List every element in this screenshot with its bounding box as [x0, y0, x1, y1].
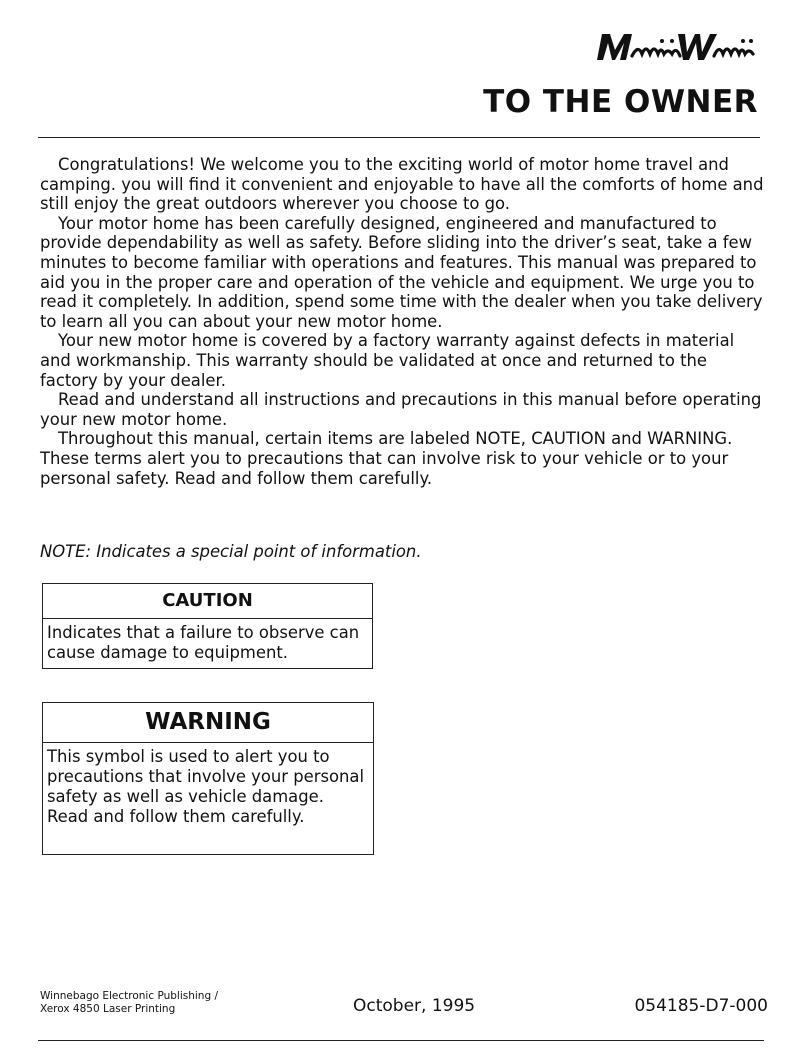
paragraph-labels: Throughout this manual, certain items are labeled NOTE, CAUTION and WARNING. These terms alert you to precautions that can involve risk to your vehicle or to your personal safety. Read and follow them carefully.	[40, 429, 733, 488]
page-title: TO THE OWNER	[483, 84, 758, 120]
footer-publisher	[40, 990, 218, 1016]
footer-rule	[38, 1040, 764, 1041]
body-text	[40, 155, 764, 488]
warning-box	[42, 702, 374, 855]
footer-doc-code: 054185-D7-000	[634, 996, 768, 1016]
caution-text: Indicates that a failure to observe can cause damage to equipment.	[47, 623, 360, 662]
brand-logo	[588, 26, 758, 68]
note-text: NOTE: Indicates a special point of information.	[40, 542, 422, 561]
paragraph-design: Your motor home has been carefully designed, engineered and manufactured to provide dependability as well as safety. Before sliding into the driver’s seat, take a few minutes to become familiar with operations and features. This manual was prepared to aid you in the proper care and operation of the vehicle and equipment. We urge you to read it completely. In addition, spend some time with the dealer when you take delivery to learn all you can about your new motor home.	[40, 213, 763, 331]
footer-date: October, 1995	[353, 996, 476, 1016]
paragraph-congratulations: Congratulations! We welcome you to the exciting world of motor home travel and camping. you will find it convenient and enjoyable to have all the comforts of home and still enjoy the great outdoors wherever you choose to go.	[40, 155, 764, 214]
caution-box	[42, 583, 373, 669]
paragraph-instructions: Read and understand all instructions and precautions in this manual before operating your new motor home.	[40, 390, 762, 429]
publisher-line-1: Winnebago Electronic Publishing /	[40, 990, 218, 1002]
paragraph-warranty: Your new motor home is covered by a factory warranty against defects in material and workmanship. This warranty should be validated at once and returned to the factory by your dealer.	[40, 331, 735, 390]
publisher-line-2: Xerox 4850 Laser Printing	[40, 1003, 176, 1015]
warning-heading: WARNING	[43, 703, 373, 743]
warning-text: This symbol is used to alert you to precautions that involve your personal safety as well as vehicle damage. Read and follow them carefully.	[47, 747, 365, 826]
header-rule	[38, 137, 760, 138]
caution-heading: CAUTION	[43, 584, 372, 619]
